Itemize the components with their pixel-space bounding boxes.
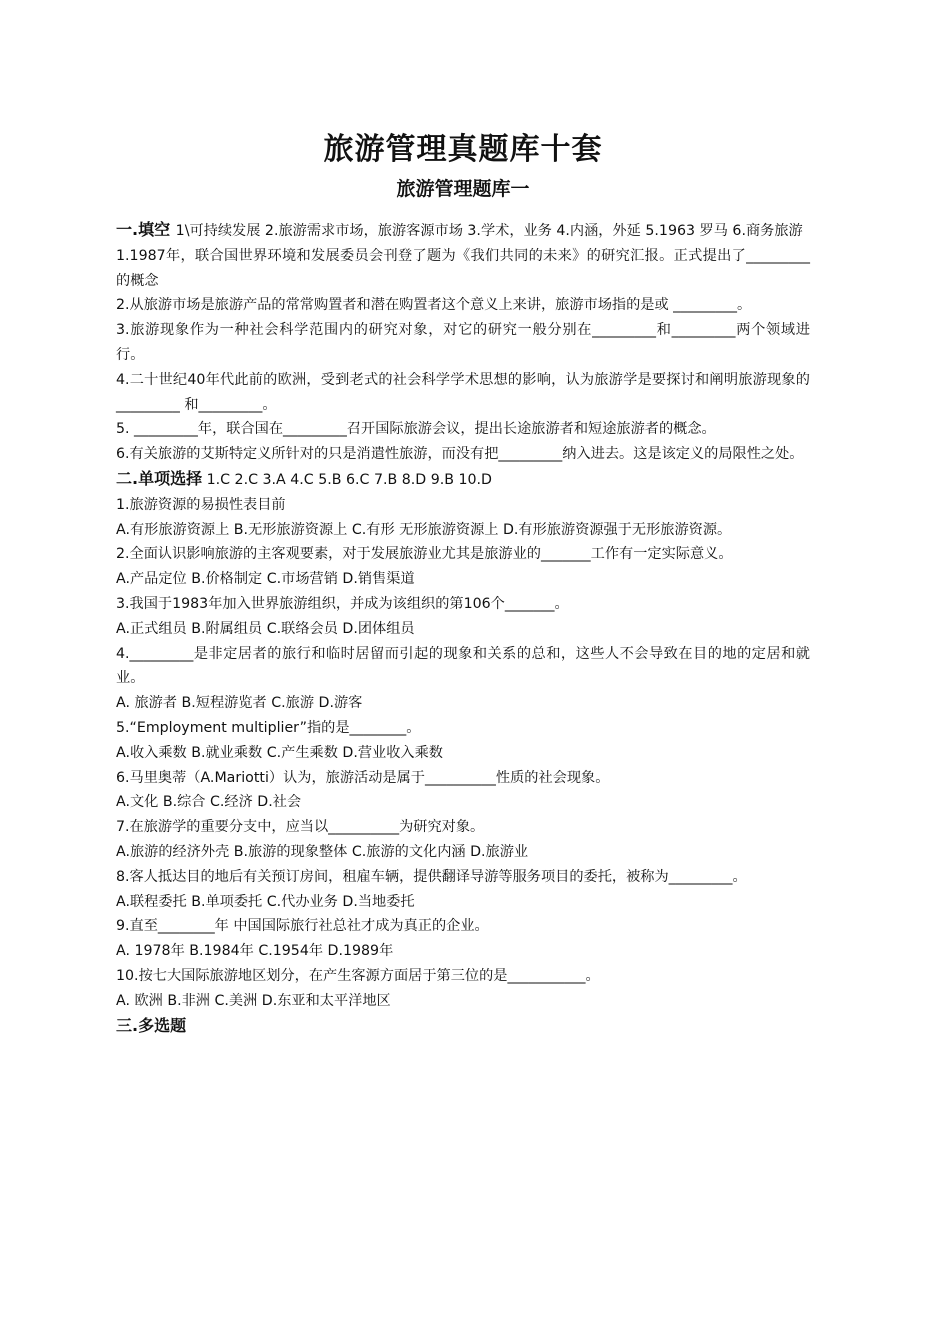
single-options-3: A.正式组员 B.附属组员 C.联络会员 D.团体组员 [116,620,415,637]
document-title: 旅游管理真题库十套 [323,132,603,167]
section-heading-single: 二.单项选择 [116,468,203,488]
single-options-10: A. 欧洲 B.非洲 C.美洲 D.东亚和太平洋地区 [116,992,391,1009]
single-question-9: 9.直至________年 中国国际旅行社总社才成为真正的企业。 [116,918,489,935]
single-question-2: 2.全面认识影响旅游的主客观要素，对于发展旅游业尤其是旅游业的_______工作有一定实际意义。 [116,546,733,563]
single-options-1: A.有形旅游资源上 B.无形旅游资源上 C.有形 无形旅游资源上 D.有形旅游资源强于无形旅游资源。 [116,521,732,538]
fill-question-6: 6.有关旅游的艾斯特定义所针对的只是消遣性旅游，而没有把_________纳入进去。这是该定义的局限性之处。 [116,446,804,463]
fill-question-1: 1.1987年，联合国世界环境和发展委员会刊登了题为《我们共同的未来》的研究汇报。正式提出了_________的概念 [116,247,810,289]
single-question-4: 4._________是非定居者的旅行和临时居留而引起的现象和关系的总和，这些人不会导致在目的地的定居和就业。 [116,645,810,687]
single-options-4: A. 旅游者 B.短程游览者 C.旅游 D.游客 [116,695,363,712]
fill-question-3: 3.旅游现象作为一种社会科学范围内的研究对象，对它的研究一般分别在_________和_________两个领域进行。 [116,322,810,363]
fill-question-2: 2.从旅游市场是旅游产品的常常购置者和潜在购置者这个意义上来讲，旅游市场指的是或 _________。 [116,297,752,314]
document-subtitle: 旅游管理题库一 [396,178,530,200]
single-question-5: 5.“Employment multiplier”指的是________。 [116,719,421,736]
single-question-1: 1.旅游资源的易损性表目前 [116,496,286,513]
single-question-7: 7.在旅游学的重要分支中，应当以__________为研究对象。 [116,819,485,836]
single-question-3: 3.我国于1983年加入世界旅游组织，并成为该组织的第106个_______。 [116,595,569,612]
document-page [116,128,810,1039]
single-options-9: A. 1978年 B.1984年 C.1954年 D.1989年 [116,943,394,960]
section-heading-fill: 一.填空 [116,220,171,239]
fill-question-5: 5. _________年，联合国在_________召开国际旅游会议，提出长途旅游者和短途旅游者的概念。 [116,421,716,438]
single-options-5: A.收入乘数 B.就业乘数 C.产生乘数 D.营业收入乘数 [116,744,443,761]
single-question-6: 6.马里奥蒂（A.Mariotti）认为，旅游活动是属于__________性质的社会现象。 [116,769,610,786]
single-question-8: 8.客人抵达目的地后有关预订房间，租雇车辆，提供翻译导游等服务项目的委托，被称为_________。 [116,868,747,885]
fill-question-4: 4.二十世纪40年代此前的欧洲，受到老式的社会科学学术思想的影响，认为旅游学是要探讨和阐明旅游现象的_________ 和_________。 [116,371,810,413]
fill-section-header [116,218,810,244]
single-options-7: A.旅游的经济外壳 B.旅游的现象整体 C.旅游的文化内涵 D.旅游业 [116,843,529,860]
single-options-6: A.文化 B.综合 C.经济 D.社会 [116,794,302,811]
single-options-2: A.产品定位 B.价格制定 C.市场营销 D.销售渠道 [116,571,415,588]
single-question-10: 10.按七大国际旅游地区划分，在产生客源方面居于第三位的是___________。 [116,967,600,984]
multi-section-header [116,1014,810,1040]
single-answer-key: 1.C 2.C 3.A 4.C 5.B 6.C 7.B 8.D 9.B 10.D [206,471,492,488]
single-options-8: A.联程委托 B.单项委托 C.代办业务 D.当地委托 [116,893,415,910]
single-section-header [116,467,810,493]
section-heading-multi: 三.多选题 [116,1015,187,1035]
fill-answer-key: 1\可持续发展 2.旅游需求市场，旅游客源市场 3.学术，业务 4.内涵，外延 5.1963 罗马 6.商务旅游 [175,223,803,239]
